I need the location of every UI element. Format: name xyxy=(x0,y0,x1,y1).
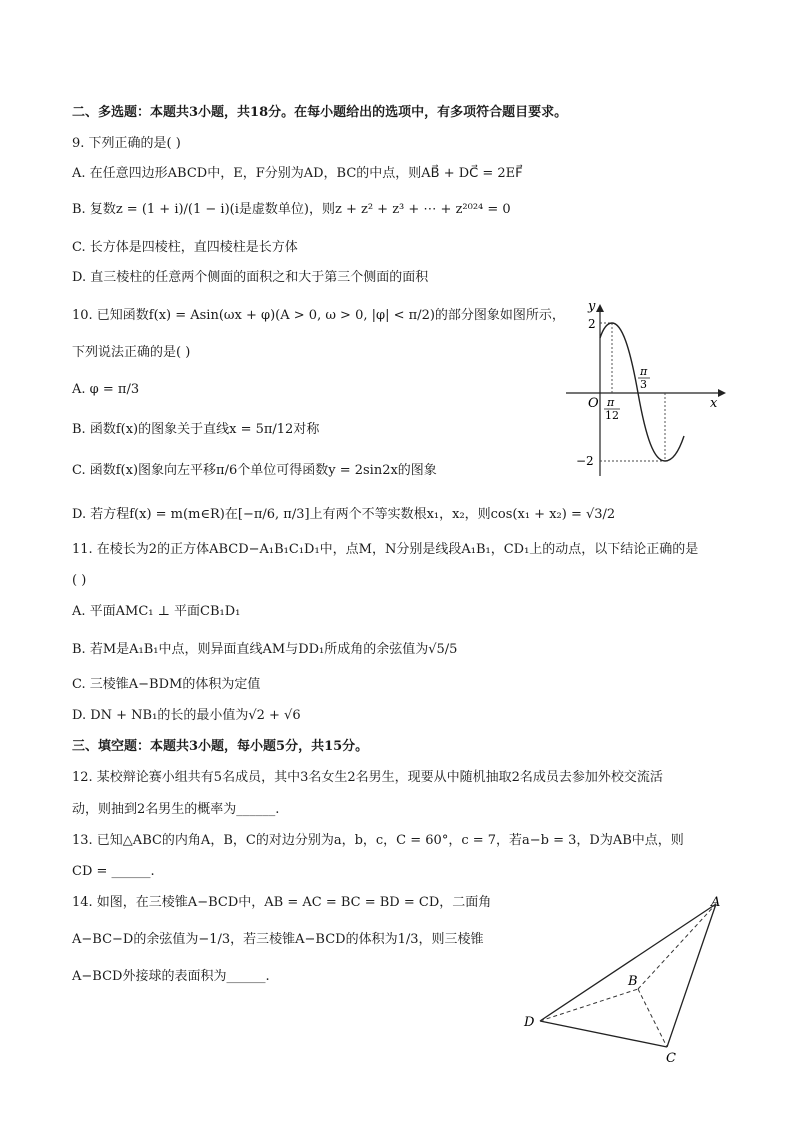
q14-line3: A−BCD外接球的表面积为______. xyxy=(72,969,270,984)
x-axis-label: x xyxy=(710,396,718,411)
q10-stem-line2: 下列说法正确的是( ) xyxy=(72,345,191,360)
q9-option-d: D. 直三棱柱的任意两个侧面的面积之和大于第三个侧面的面积 xyxy=(72,270,429,285)
q13-line1: 13. 已知△ABC的内角A，B，C的对边分别为a，b，c，C = 60°，c = 7，若a−b = 3，D为AB中点，则 xyxy=(72,833,684,848)
tick-pi-3-numerator: π xyxy=(640,365,648,378)
origin-label: O xyxy=(588,396,599,411)
q12-line2: 动，则抽到2名男生的概率为______. xyxy=(72,802,280,817)
section-header-fill-in: 三、填空题：本题共3小题，每小题5分，共15分。 xyxy=(72,739,369,754)
y-axis-arrow-icon xyxy=(596,304,604,312)
y-axis-label: y xyxy=(588,299,596,314)
vertex-c-label: C xyxy=(666,1051,676,1066)
edge-da xyxy=(540,904,716,1021)
q11-option-c: C. 三棱锥A−BDM的体积为定值 xyxy=(72,677,261,692)
q14-line1: 14. 如图，在三棱锥A−BCD中，AB = AC = BC = BD = CD，二面角 xyxy=(72,895,492,910)
q10-option-c: C. 函数f(x)图象向左平移π/6个单位可得函数y = 2sin2x的图象 xyxy=(72,463,437,478)
edge-dc xyxy=(540,1021,667,1047)
y-max-label: 2 xyxy=(588,317,596,331)
vertex-b-label: B xyxy=(628,974,638,989)
q10-stem-line1: 10. 已知函数f(x) = Asin(ωx + φ)(A > 0, ω > 0, |φ| < π/2)的部分图象如图所示， xyxy=(72,308,565,323)
q9-option-a: A. 在任意四边形ABCD中，E，F分别为AD，BC的中点，则AB⃗ + DC⃗ = 2EF⃗ xyxy=(72,166,523,181)
q11-option-d: D. DN + NB₁的长的最小值为√2 + √6 xyxy=(72,708,301,723)
edge-ba-hidden xyxy=(638,904,716,989)
q9-stem: 9. 下列正确的是( ) xyxy=(72,136,181,151)
q11-option-b: B. 若M是A₁B₁中点，则异面直线AM与DD₁所成角的余弦值为√5/5 xyxy=(72,642,458,657)
edge-db-hidden xyxy=(540,989,638,1021)
x-axis-arrow-icon xyxy=(718,389,726,397)
q13-line2: CD = ______. xyxy=(72,864,155,879)
tick-pi-12-numerator: π xyxy=(607,396,615,409)
q10-option-b: B. 函数f(x)的图象关于直线x = 5π/12对称 xyxy=(72,422,320,437)
y-min-label: −2 xyxy=(576,454,594,468)
q14-tetrahedron-figure xyxy=(510,890,740,1070)
q11-stem-line1: 11. 在棱长为2的正方体ABCD−A₁B₁C₁D₁中，点M，N分别是线段A₁B₁，CD₁上的动点，以下结论正确的是 xyxy=(72,542,699,557)
q11-option-a: A. 平面AMC₁ ⊥ 平面CB₁D₁ xyxy=(72,604,241,619)
q9-option-c: C. 长方体是四棱柱，直四棱柱是长方体 xyxy=(72,240,298,255)
tick-pi-3-denominator: 3 xyxy=(640,378,647,391)
vertex-d-label: D xyxy=(524,1015,535,1030)
edge-bc-hidden xyxy=(638,989,667,1047)
q9-option-b: B. 复数z = (1 + i)/(1 − i)(i是虚数单位)，则z + z² + z³ + ⋯ + z²⁰²⁴ = 0 xyxy=(72,202,511,217)
tick-pi-12-denominator: 12 xyxy=(605,409,619,422)
sine-curve xyxy=(600,323,684,461)
q12-line1: 12. 某校辩论赛小组共有5名成员，其中3名女生2名男生，现要从中随机抽取2名成员去参加外校交流活 xyxy=(72,770,663,785)
q10-option-d: D. 若方程f(x) = m(m∈R)在[−π/6, π/3]上有两个不等实数根x₁，x₂，则cos(x₁ + x₂) = √3/2 xyxy=(72,507,616,522)
section-header-multiple-choice: 二、多选题：本题共3小题，共18分。在每小题给出的选项中，有多项符合题目要求。 xyxy=(72,105,568,120)
q10-sine-graph xyxy=(560,298,730,488)
q11-stem-line2: ( ) xyxy=(72,573,87,588)
vertex-a-label: A xyxy=(711,895,721,910)
edge-ca xyxy=(667,904,716,1047)
q14-line2: A−BC−D的余弦值为−1/3，若三棱锥A−BCD的体积为1/3，则三棱锥 xyxy=(72,932,484,947)
q10-option-a: A. φ = π/3 xyxy=(72,382,140,397)
